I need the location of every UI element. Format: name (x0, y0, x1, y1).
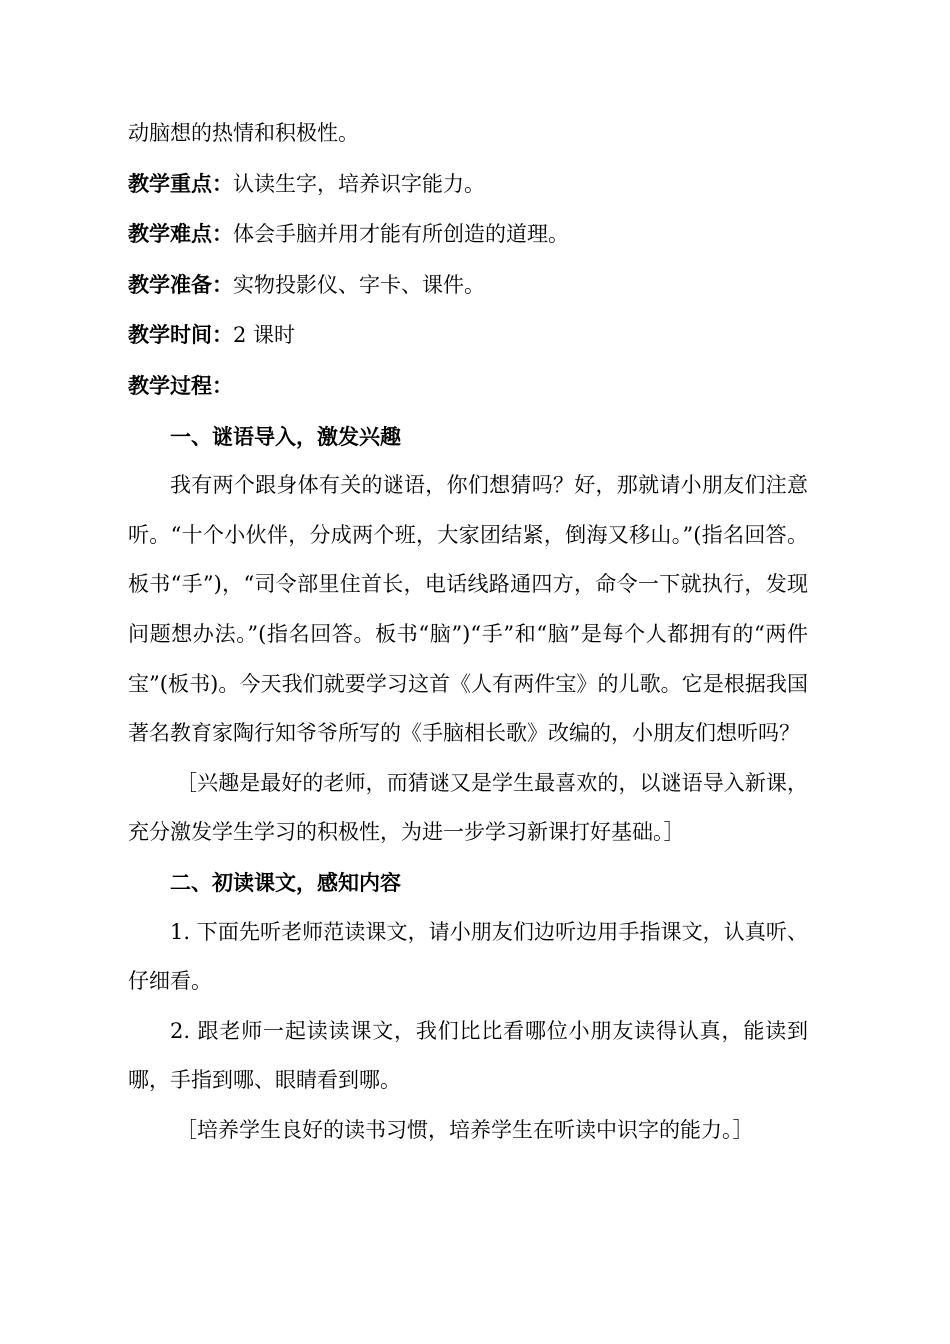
section-1-note: ［兴趣是最好的老师，而猜谜又是学生最喜欢的，以谜语导入新课，充分激发学生学习的积极性，为进一步学习新课打好基础。］ (128, 770, 808, 845)
field-value: 认读生字，培养识字能力。 (233, 171, 485, 196)
field-preparation (128, 260, 808, 311)
section-2-item-2: 2. 跟老师一起读读课文，我们比比看哪位小朋友读得认真，能读到哪，手指到哪、眼睛看到哪。 (128, 1018, 808, 1093)
section-1-paragraph: 我有两个跟身体有关的谜语，你们想猜吗？好，那就请小朋友们注意听。“十个小伙伴，分成两个班，大家团结紧，倒海又移山。”(指名回答。板书“手”)，“司令部里住首长，电话线路通四方，命令一下就执行，发现问题想办法。”(指名回答。板书“脑”)“手”和“脑”是每个人都拥有的“两件宝”(板书)。今天我们就要学习这首《人有两件宝》的儿歌。它是根据我国著名教育家陶行知爷爷所写的《手脑相长歌》改编的，小朋友们想听吗？ (128, 473, 808, 746)
document-body (128, 109, 808, 1155)
field-label: 教学重点： (128, 170, 233, 196)
field-difficulties (128, 209, 808, 260)
section-2-heading: 二、初读课文，感知内容 (170, 869, 401, 895)
field-time (128, 310, 808, 361)
section-1-heading: 一、谜语导入，激发兴趣 (170, 423, 401, 449)
field-label: 教学时间： (128, 322, 233, 348)
field-value: 实物投影仪、字卡、课件。 (233, 272, 485, 297)
field-key-points (128, 159, 808, 210)
section-2-note: ［培养学生良好的读书习惯，培养学生在听读中识字的能力。］ (176, 1117, 754, 1142)
section-2-item-1: 1. 下面先听老师范读课文，请小朋友们边听边用手指课文，认真听、仔细看。 (128, 919, 808, 994)
field-value: 体会手脑并用才能有所创造的道理。 (233, 222, 569, 247)
field-label: 教学难点： (128, 221, 233, 247)
field-label: 教学准备： (128, 271, 233, 297)
field-label: 教学过程： (128, 372, 233, 398)
intro-line: 动脑想的热情和积极性。 (128, 121, 359, 145)
field-process (128, 361, 808, 412)
field-value: 2 课时 (233, 323, 296, 348)
